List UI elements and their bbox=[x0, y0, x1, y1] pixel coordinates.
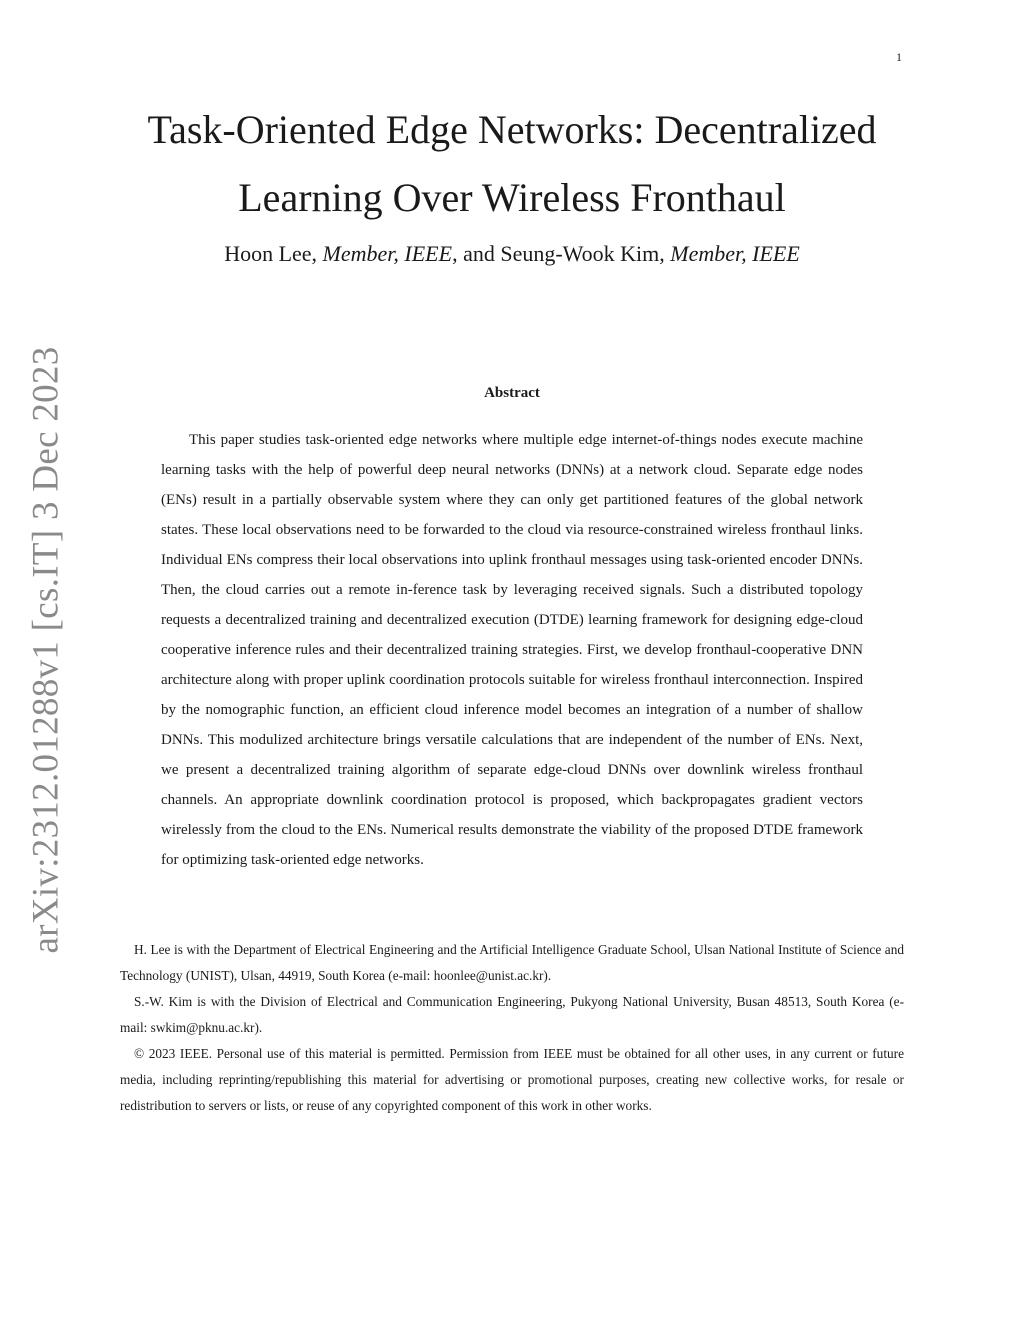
author-connector: , and Seung-Wook Kim, bbox=[452, 241, 665, 266]
abstract-text: This paper studies task-oriented edge networks where multiple edge internet-of-things nodes execute machine learning tasks with the help of powerful deep neural networks (DNNs) at a network cloud. Separate edge nodes (ENs) result in a partially observable system where they can only get partitioned features of the global network states. These local observations need to be forwarded to the cloud via resource-constrained wireless fronthaul links. Individual ENs compress their local observations into uplink fronthaul messages using task-oriented encoder DNNs. Then, the cloud carries out a remote in-ference task by leveraging received signals. Such a distributed topology requests a decentralized training and decentralized execution (DTDE) learning framework for designing edge-cloud cooperative inference rules and their decentralized training strategies. First, we develop fronthaul-cooperative DNN architecture along with proper uplink coordination protocols suitable for wireless fronthaul interconnection. Inspired by the nomographic function, an efficient cloud inference model becomes an integration of a number of shallow DNNs. This modulized architecture brings versatile calculations that are independent of the number of ENs. Next, we present a decentralized training algorithm of separate edge-cloud DNNs over downlink wireless fronthaul channels. An appropriate downlink coordination protocol is proposed, which backpropagates gradient vectors wirelessly from the cloud to the ENs. Numerical results demonstrate the viability of the proposed DTDE framework for optimizing task-oriented edge networks. bbox=[161, 432, 863, 868]
abstract-heading: Abstract bbox=[484, 385, 540, 401]
footnote-affiliation-kim: S.-W. Kim is with the Division of Electrical and Communication Engineering, Pukyong National University, Busan 48513, South Korea (e-mail: swkim@pknu.ac.kr). bbox=[120, 994, 904, 1035]
page-number: 1 bbox=[896, 50, 902, 64]
author-2-affiliation: Member, IEEE bbox=[670, 241, 800, 266]
footnote-affiliation-lee: H. Lee is with the Department of Electrical Engineering and the Artificial Intelligence Graduate School, Ulsan National Institute of Science and Technology (UNIST), Ulsan, 44919, South Korea (e-mail: hoonlee@unist.ac.kr). bbox=[120, 942, 904, 983]
footnote-copyright: © 2023 IEEE. Personal use of this material is permitted. Permission from IEEE must be obtained for all other uses, in any current or future media, including reprinting/republishing this material for advertising or promotional purposes, creating new collective works, for resale or redistribution to servers or lists, or reuse of any copyrighted component of this work in other works. bbox=[120, 1046, 904, 1113]
arxiv-identifier-stamp[interactable]: arXiv:2312.01288v1 [cs.IT] 3 Dec 2023 bbox=[25, 346, 67, 954]
author-line bbox=[100, 241, 924, 267]
paper-title bbox=[100, 96, 924, 232]
author-1-affiliation: Member, IEEE bbox=[322, 241, 453, 266]
title-line-2: Learning Over Wireless Fronthaul bbox=[238, 175, 786, 220]
footnotes bbox=[120, 937, 904, 1119]
title-line-1: Task-Oriented Edge Networks: Decentralized bbox=[147, 107, 877, 152]
author-1-name: Hoon Lee, bbox=[224, 241, 318, 266]
